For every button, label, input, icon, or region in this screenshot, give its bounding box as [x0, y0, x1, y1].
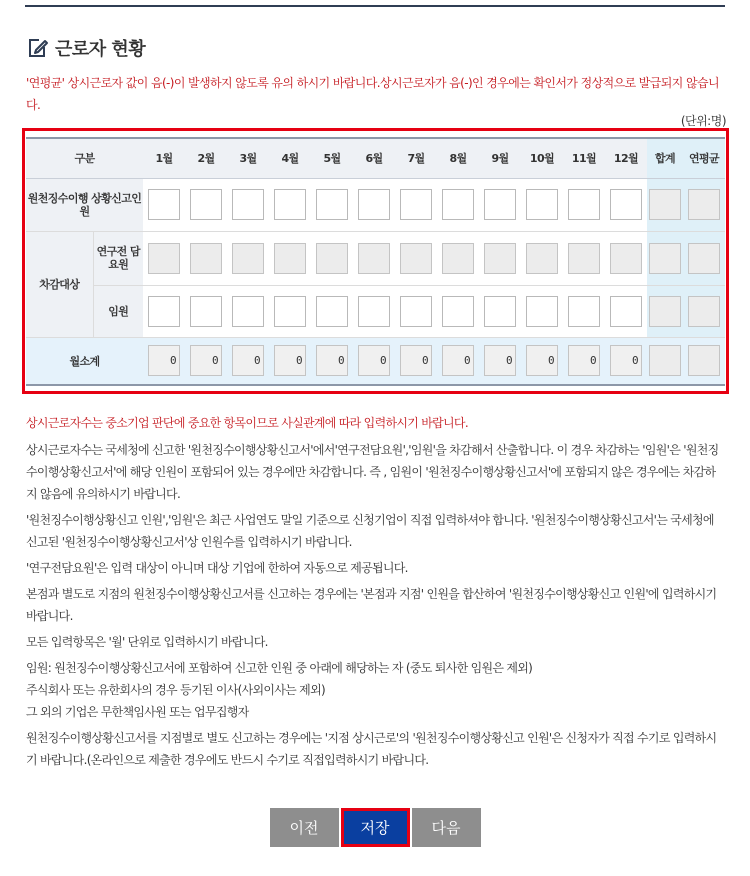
executive-month-input[interactable]: [484, 296, 516, 327]
table-row-subtotal: [26, 337, 725, 385]
next-button[interactable]: 다음: [412, 808, 481, 847]
note-paragraph: 임원: 원천징수이행상황신고서에 포함하여 신고한 인원 중 아래에 해당하는 자 (중도 퇴사한 임원은 제외): [26, 661, 533, 675]
subtotal-total-field: [649, 345, 681, 376]
subtotal-value: 0: [190, 345, 222, 376]
note-paragraph: 상시근로자수는 국세청에 신고한 '원천징수이행상황신고서'에서'연구전담요원','임원'을 차감해서 산출합니다. 이 경우 차감하는 '임원'은 '원천징수이행상황신고서'에 해당 인원이 포함되어 있는 경우에만 차감합니다. 즉 , 임원이 '원천징수이행상황신고서'에 포함되지 않은 경우에는 차감하지 않음에 유의하시기 바랍니다.: [26, 443, 719, 501]
rnd-month-field: [316, 243, 348, 274]
table-header-row: [26, 138, 725, 178]
subtotal-average-field: [688, 345, 720, 376]
note-important: 상시근로자수는 중소기업 판단에 중요한 항목이므로 사실관계에 따라 입력하시기 바랍니다.: [26, 416, 468, 430]
rnd-month-field: [232, 243, 264, 274]
executive-month-input[interactable]: [274, 296, 306, 327]
employee-table-frame: [22, 128, 729, 394]
edit-square-icon: [27, 37, 49, 59]
save-button[interactable]: 저장: [341, 808, 410, 847]
section-title: 근로자 현황: [55, 39, 146, 60]
col-month: 10월: [521, 138, 563, 178]
rnd-month-field: [358, 243, 390, 274]
executive-month-input[interactable]: [232, 296, 264, 327]
note-paragraph: 주식회사 또는 유한회사의 경우 등기된 이사(사외이사는 제외): [26, 683, 325, 697]
guidance-notes: [26, 412, 726, 775]
col-month: 7월: [395, 138, 437, 178]
executive-month-input[interactable]: [316, 296, 348, 327]
executive-month-input[interactable]: [526, 296, 558, 327]
row-label-subtotal: 월소계: [26, 337, 143, 385]
subtotal-value: 0: [232, 345, 264, 376]
col-category: 구분: [26, 138, 143, 178]
col-month: 5월: [311, 138, 353, 178]
rnd-month-field: [610, 243, 642, 274]
rnd-month-field: [400, 243, 432, 274]
col-month: 8월: [437, 138, 479, 178]
executive-average-field: [688, 296, 720, 327]
note-paragraph: 모든 입력항목은 '월' 단위로 입력하시기 바랍니다.: [26, 635, 268, 649]
table-row-rnd: [26, 231, 725, 285]
section-header: [27, 35, 145, 61]
col-month: 4월: [269, 138, 311, 178]
col-month: 2월: [185, 138, 227, 178]
executive-month-input[interactable]: [568, 296, 600, 327]
withholding-month-input[interactable]: [316, 189, 348, 220]
withholding-month-input[interactable]: [232, 189, 264, 220]
unit-label: (단위:명): [680, 114, 726, 128]
rnd-month-field: [484, 243, 516, 274]
withholding-average-field: [688, 189, 720, 220]
subtotal-value: 0: [484, 345, 516, 376]
withholding-month-input[interactable]: [274, 189, 306, 220]
subtotal-value: 0: [316, 345, 348, 376]
subtotal-value: 0: [400, 345, 432, 376]
executive-month-input[interactable]: [190, 296, 222, 327]
withholding-month-input[interactable]: [484, 189, 516, 220]
rnd-month-field: [568, 243, 600, 274]
col-month: 9월: [479, 138, 521, 178]
col-total: 합계: [647, 138, 683, 178]
note-paragraph: 그 외의 기업은 무한책임사원 또는 업무집행자: [26, 705, 249, 719]
col-month: 3월: [227, 138, 269, 178]
subtotal-value: 0: [148, 345, 180, 376]
table-row-withholding: [26, 178, 725, 231]
note-paragraph: '연구전담요원'은 입력 대상이 아니며 대상 기업에 한하여 자동으로 제공됩니다.: [26, 561, 408, 575]
executive-month-input[interactable]: [358, 296, 390, 327]
executive-month-input[interactable]: [148, 296, 180, 327]
withholding-month-input[interactable]: [358, 189, 390, 220]
executive-month-input[interactable]: [442, 296, 474, 327]
row-label-withholding: 원천징수이행 상황신고인원: [26, 178, 143, 231]
col-month: 6월: [353, 138, 395, 178]
withholding-total-field: [649, 189, 681, 220]
rnd-average-field: [688, 243, 720, 274]
subtotal-value: 0: [358, 345, 390, 376]
note-paragraph: 원천징수이행상황신고서를 지점별로 별도 신고하는 경우에는 '지점 상시근로'의 '원천징수이행상황신고 인원'은 신청자가 직접 수기로 입력하시기 바랍니다.(온라인으로 제출한 경우에도 반드시 수기로 직접입력하시기 바랍니다.: [26, 731, 717, 767]
withholding-month-input[interactable]: [148, 189, 180, 220]
subtotal-value: 0: [610, 345, 642, 376]
executive-month-input[interactable]: [400, 296, 432, 327]
executive-month-input[interactable]: [610, 296, 642, 327]
deduct-group-label: 차감대상: [26, 231, 93, 337]
withholding-month-input[interactable]: [442, 189, 474, 220]
withholding-month-input[interactable]: [526, 189, 558, 220]
withholding-month-input[interactable]: [190, 189, 222, 220]
row-label-executive: 임원: [93, 285, 143, 337]
subtotal-value: 0: [442, 345, 474, 376]
col-month: 11월: [563, 138, 605, 178]
col-average: 연평균: [683, 138, 725, 178]
button-bar: [0, 808, 750, 847]
prev-button[interactable]: 이전: [270, 808, 339, 847]
row-label-rnd: 연구전 담요원: [93, 231, 143, 285]
rnd-month-field: [190, 243, 222, 274]
subtotal-value: 0: [526, 345, 558, 376]
withholding-month-input[interactable]: [568, 189, 600, 220]
withholding-month-input[interactable]: [400, 189, 432, 220]
note-paragraph: '원천징수이행상황신고 인원','임원'은 최근 사업연도 말일 기준으로 신청기업이 직접 입력하셔야 합니다. '원천징수이행상황신고서'는 국세청에 신고된 '원천징수이행상황신고서'상 인원수를 입력하시기 바랍니다.: [26, 513, 714, 549]
col-month: 1월: [143, 138, 185, 178]
subtotal-value: 0: [568, 345, 600, 376]
top-divider: [25, 5, 725, 7]
average-warning: '연평균' 상시근로자 값이 음(-)이 발생하지 않도록 유의 하시기 바랍니다.상시근로자가 음(-)인 경우에는 확인서가 정상적으로 발급되지 않습니다.: [26, 76, 719, 112]
subtotal-value: 0: [274, 345, 306, 376]
note-paragraph: 본점과 별도로 지점의 원천징수이행상황신고서를 신고하는 경우에는 '본점과 지점' 인원을 합산하여 '원천징수이행상황신고 인원'에 입력하시기 바랍니다.: [26, 587, 717, 623]
rnd-total-field: [649, 243, 681, 274]
table-row-executive: [26, 285, 725, 337]
executive-total-field: [649, 296, 681, 327]
col-month: 12월: [605, 138, 647, 178]
rnd-month-field: [526, 243, 558, 274]
employee-status-table: [26, 137, 725, 386]
rnd-month-field: [442, 243, 474, 274]
rnd-month-field: [274, 243, 306, 274]
rnd-month-field: [148, 243, 180, 274]
withholding-month-input[interactable]: [610, 189, 642, 220]
